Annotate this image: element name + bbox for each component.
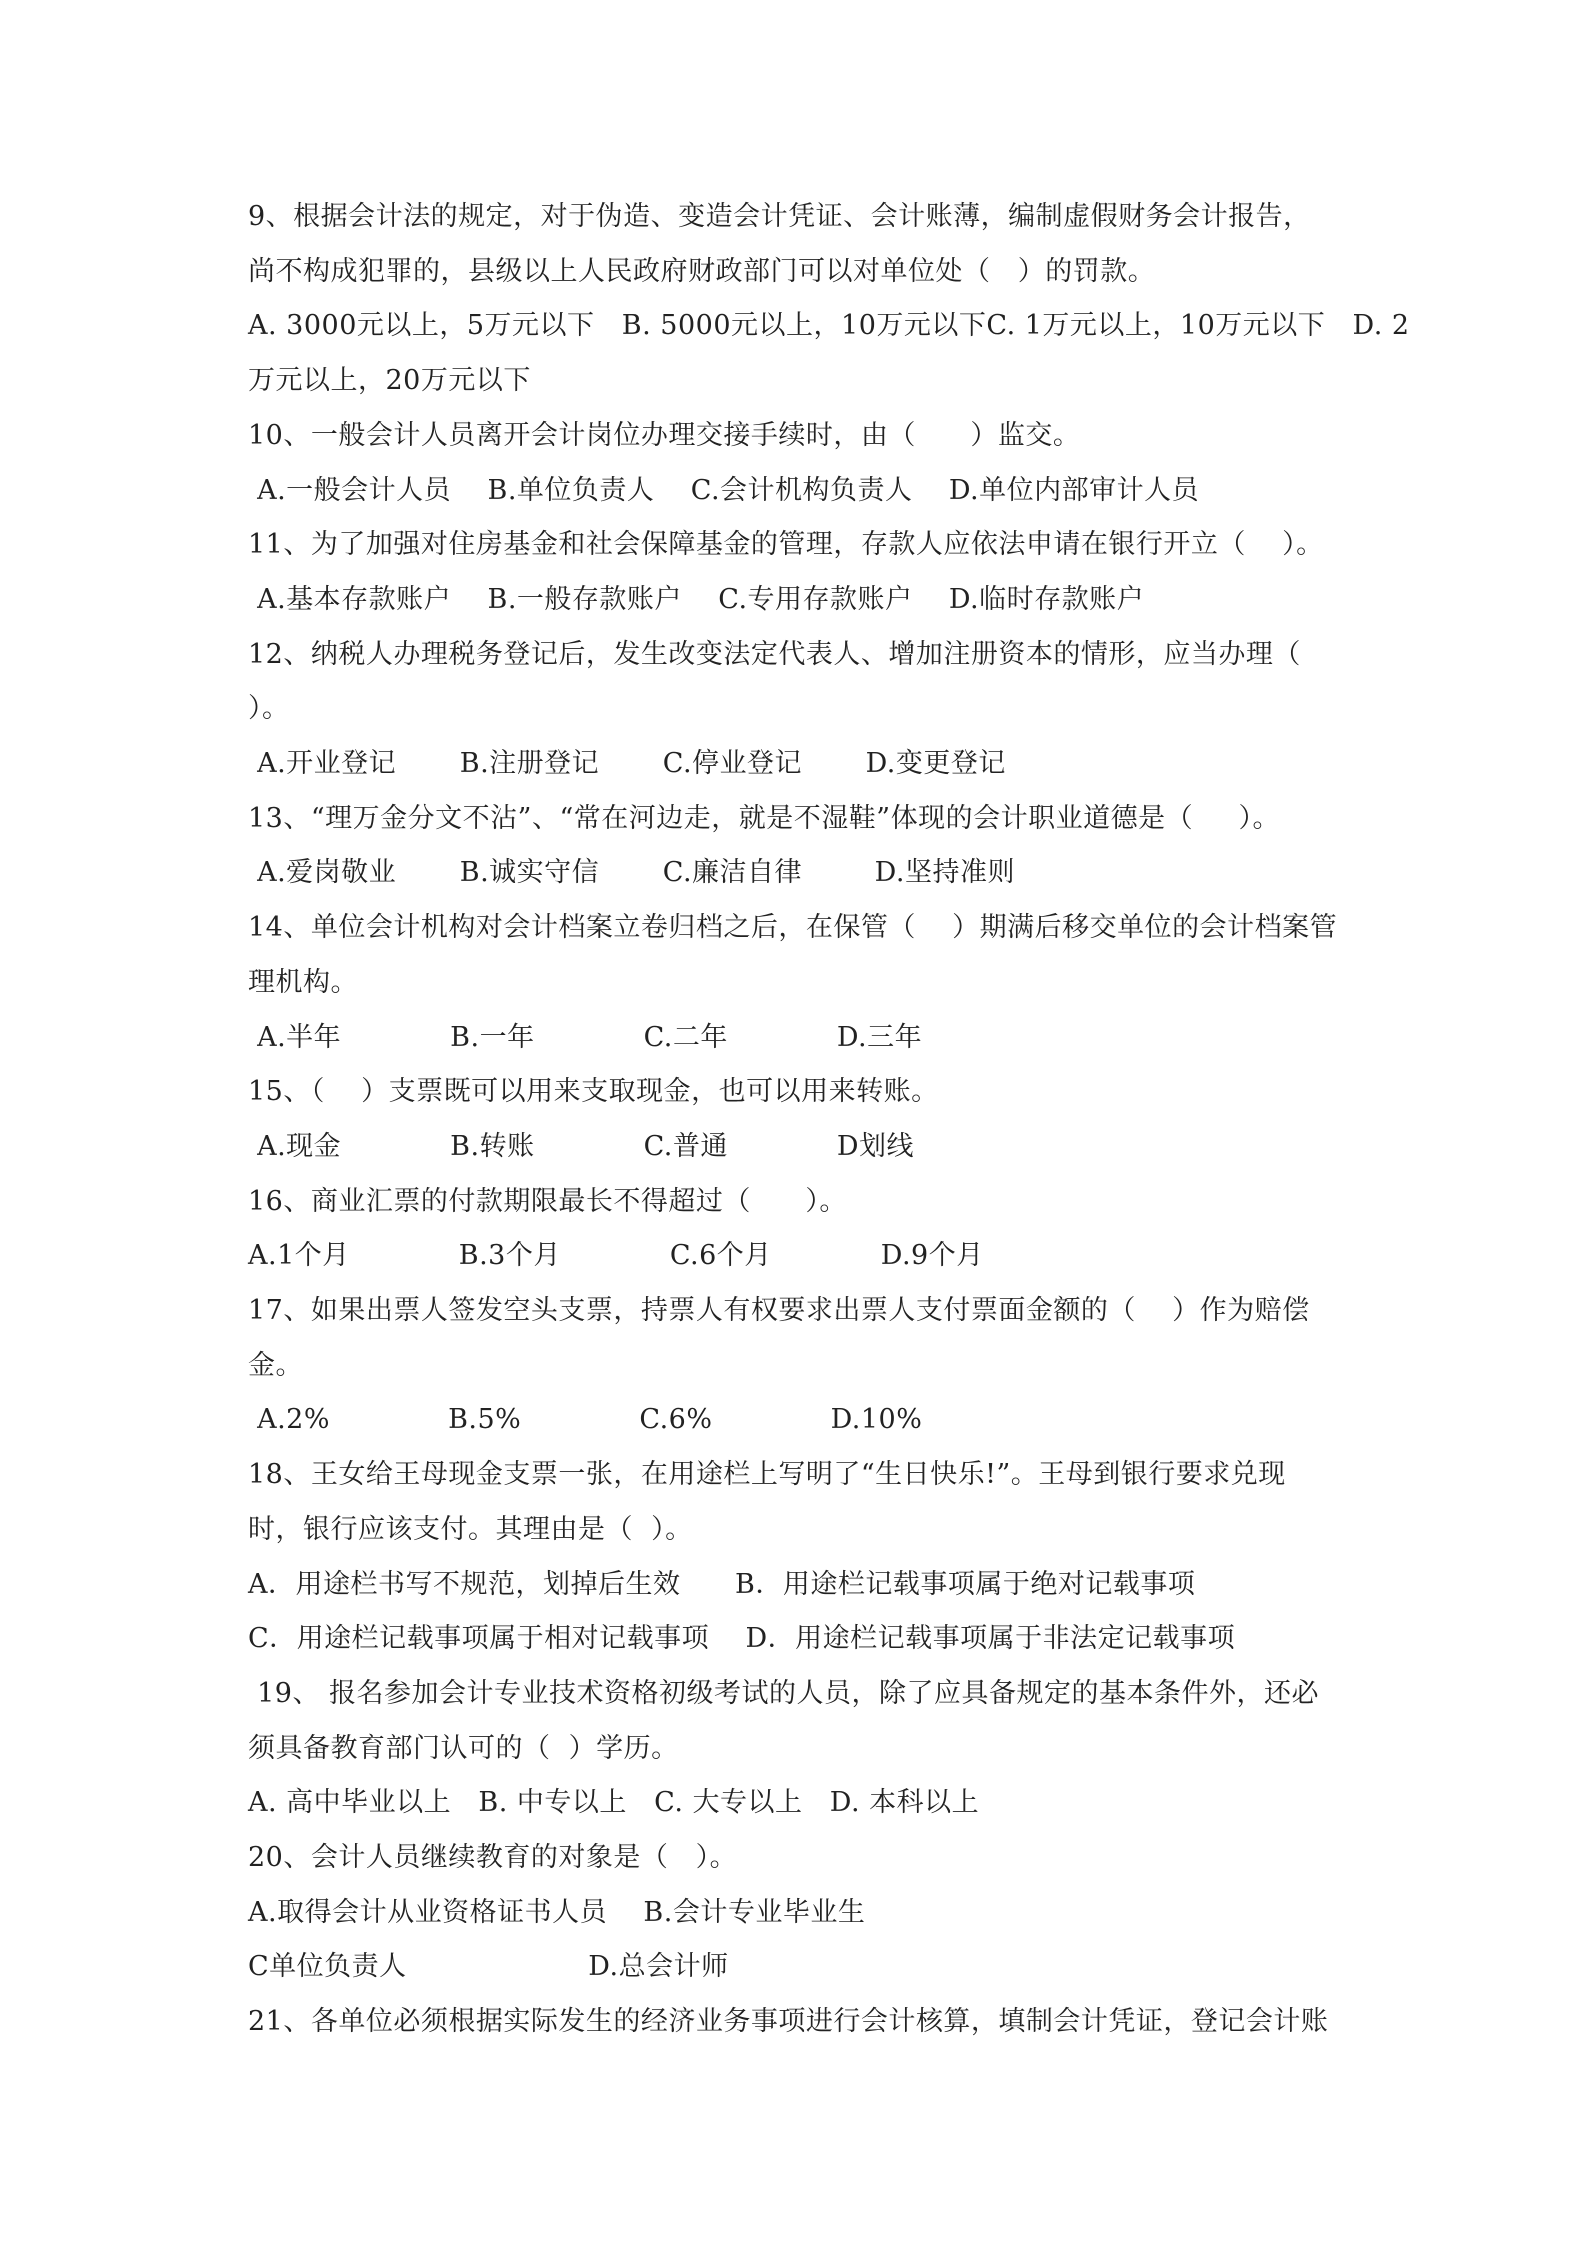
question-text: 16、商业汇票的付款期限最长不得超过（ ）。 (248, 1186, 847, 1217)
question-text: 10、一般会计人员离开会计岗位办理交接手续时，由（ ）监交。 (248, 420, 1081, 451)
answer-options: A.1个月 B.3个月 C.6个月 D.9个月 (248, 1240, 984, 1271)
question-text: 13、“理万金分文不沾”、“常在河边走，就是不湿鞋”体现的会计职业道德是（ ）。 (248, 803, 1280, 834)
question-text: 11、为了加强对住房基金和社会保障基金的管理，存款人应依法申请在银行开立（ ）。 (248, 529, 1324, 560)
question-text: 19、 报名参加会计专业技术资格初级考试的人员，除了应具备规定的基本条件外，还必 (248, 1678, 1320, 1709)
answer-options: A. 3000元以上，5万元以下 B. 5000元以上，10万元以下C. 1万元以上，10万元以下 D. 2 (248, 310, 1410, 341)
answer-options: A. 高中毕业以上 B. 中专以上 C. 大专以上 D. 本科以上 (248, 1787, 980, 1818)
answer-options: A.2% B.5% C.6% D.10% (248, 1404, 923, 1435)
answer-options: A.取得会计从业资格证书人员 B.会计专业毕业生 (248, 1897, 866, 1928)
question-text: 时，银行应该支付。其理由是（ ）。 (248, 1514, 693, 1545)
answer-options: C单位负责人 D.总会计师 (248, 1951, 729, 1982)
question-text: 12、纳税人办理税务登记后，发生改变法定代表人、增加注册资本的情形，应当办理（ (248, 639, 1301, 670)
answer-options: A．用途栏书写不规范，划掉后生效 B．用途栏记载事项属于绝对记载事项 (248, 1569, 1196, 1600)
question-text: ）。 (248, 693, 290, 724)
answer-options: C．用途栏记载事项属于相对记载事项 D．用途栏记载事项属于非法定记载事项 (248, 1623, 1236, 1654)
answer-options: A.半年 B.一年 C.二年 D.三年 (248, 1022, 923, 1053)
question-text: 15、（ ）支票既可以用来支取现金，也可以用来转账。 (248, 1076, 939, 1107)
question-text: 14、单位会计机构对会计档案立卷归档之后，在保管（ ）期满后移交单位的会计档案管 (248, 912, 1338, 943)
question-text: 须具备教育部门认可的（ ）学历。 (248, 1733, 679, 1764)
question-text: 18、王女给王母现金支票一张，在用途栏上写明了“生日快乐!”。王母到银行要求兑现 (248, 1459, 1286, 1490)
answer-options: 万元以上，20万元以下 (248, 365, 531, 396)
answer-options: A.开业登记 B.注册登记 C.停业登记 D.变更登记 (248, 748, 1006, 779)
question-text: 20、会计人员继续教育的对象是（ ）。 (248, 1842, 738, 1873)
question-text: 9、根据会计法的规定，对于伪造、变造会计凭证、会计账薄，编制虚假财务会计报告， (248, 201, 1311, 232)
answer-options: A.一般会计人员 B.单位负责人 C.会计机构负责人 D.单位内部审计人员 (248, 475, 1200, 506)
answer-options: A.现金 B.转账 C.普通 D划线 (248, 1131, 914, 1162)
question-text: 金。 (248, 1350, 303, 1381)
question-text: 尚不构成犯罪的，县级以上人民政府财政部门可以对单位处（ ）的罚款。 (248, 256, 1156, 287)
question-text: 21、各单位必须根据实际发生的经济业务事项进行会计核算，填制会计凭证，登记会计账 (248, 2006, 1329, 2037)
question-text: 17、如果出票人签发空头支票，持票人有权要求出票人支付票面金额的（ ）作为赔偿 (248, 1295, 1310, 1326)
answer-options: A.基本存款账户 B.一般存款账户 C.专用存款账户 D.临时存款账户 (248, 584, 1145, 615)
question-text: 理机构。 (248, 967, 358, 998)
answer-options: A.爱岗敬业 B.诚实守信 C.廉洁自律 D.坚持准则 (248, 857, 1015, 888)
